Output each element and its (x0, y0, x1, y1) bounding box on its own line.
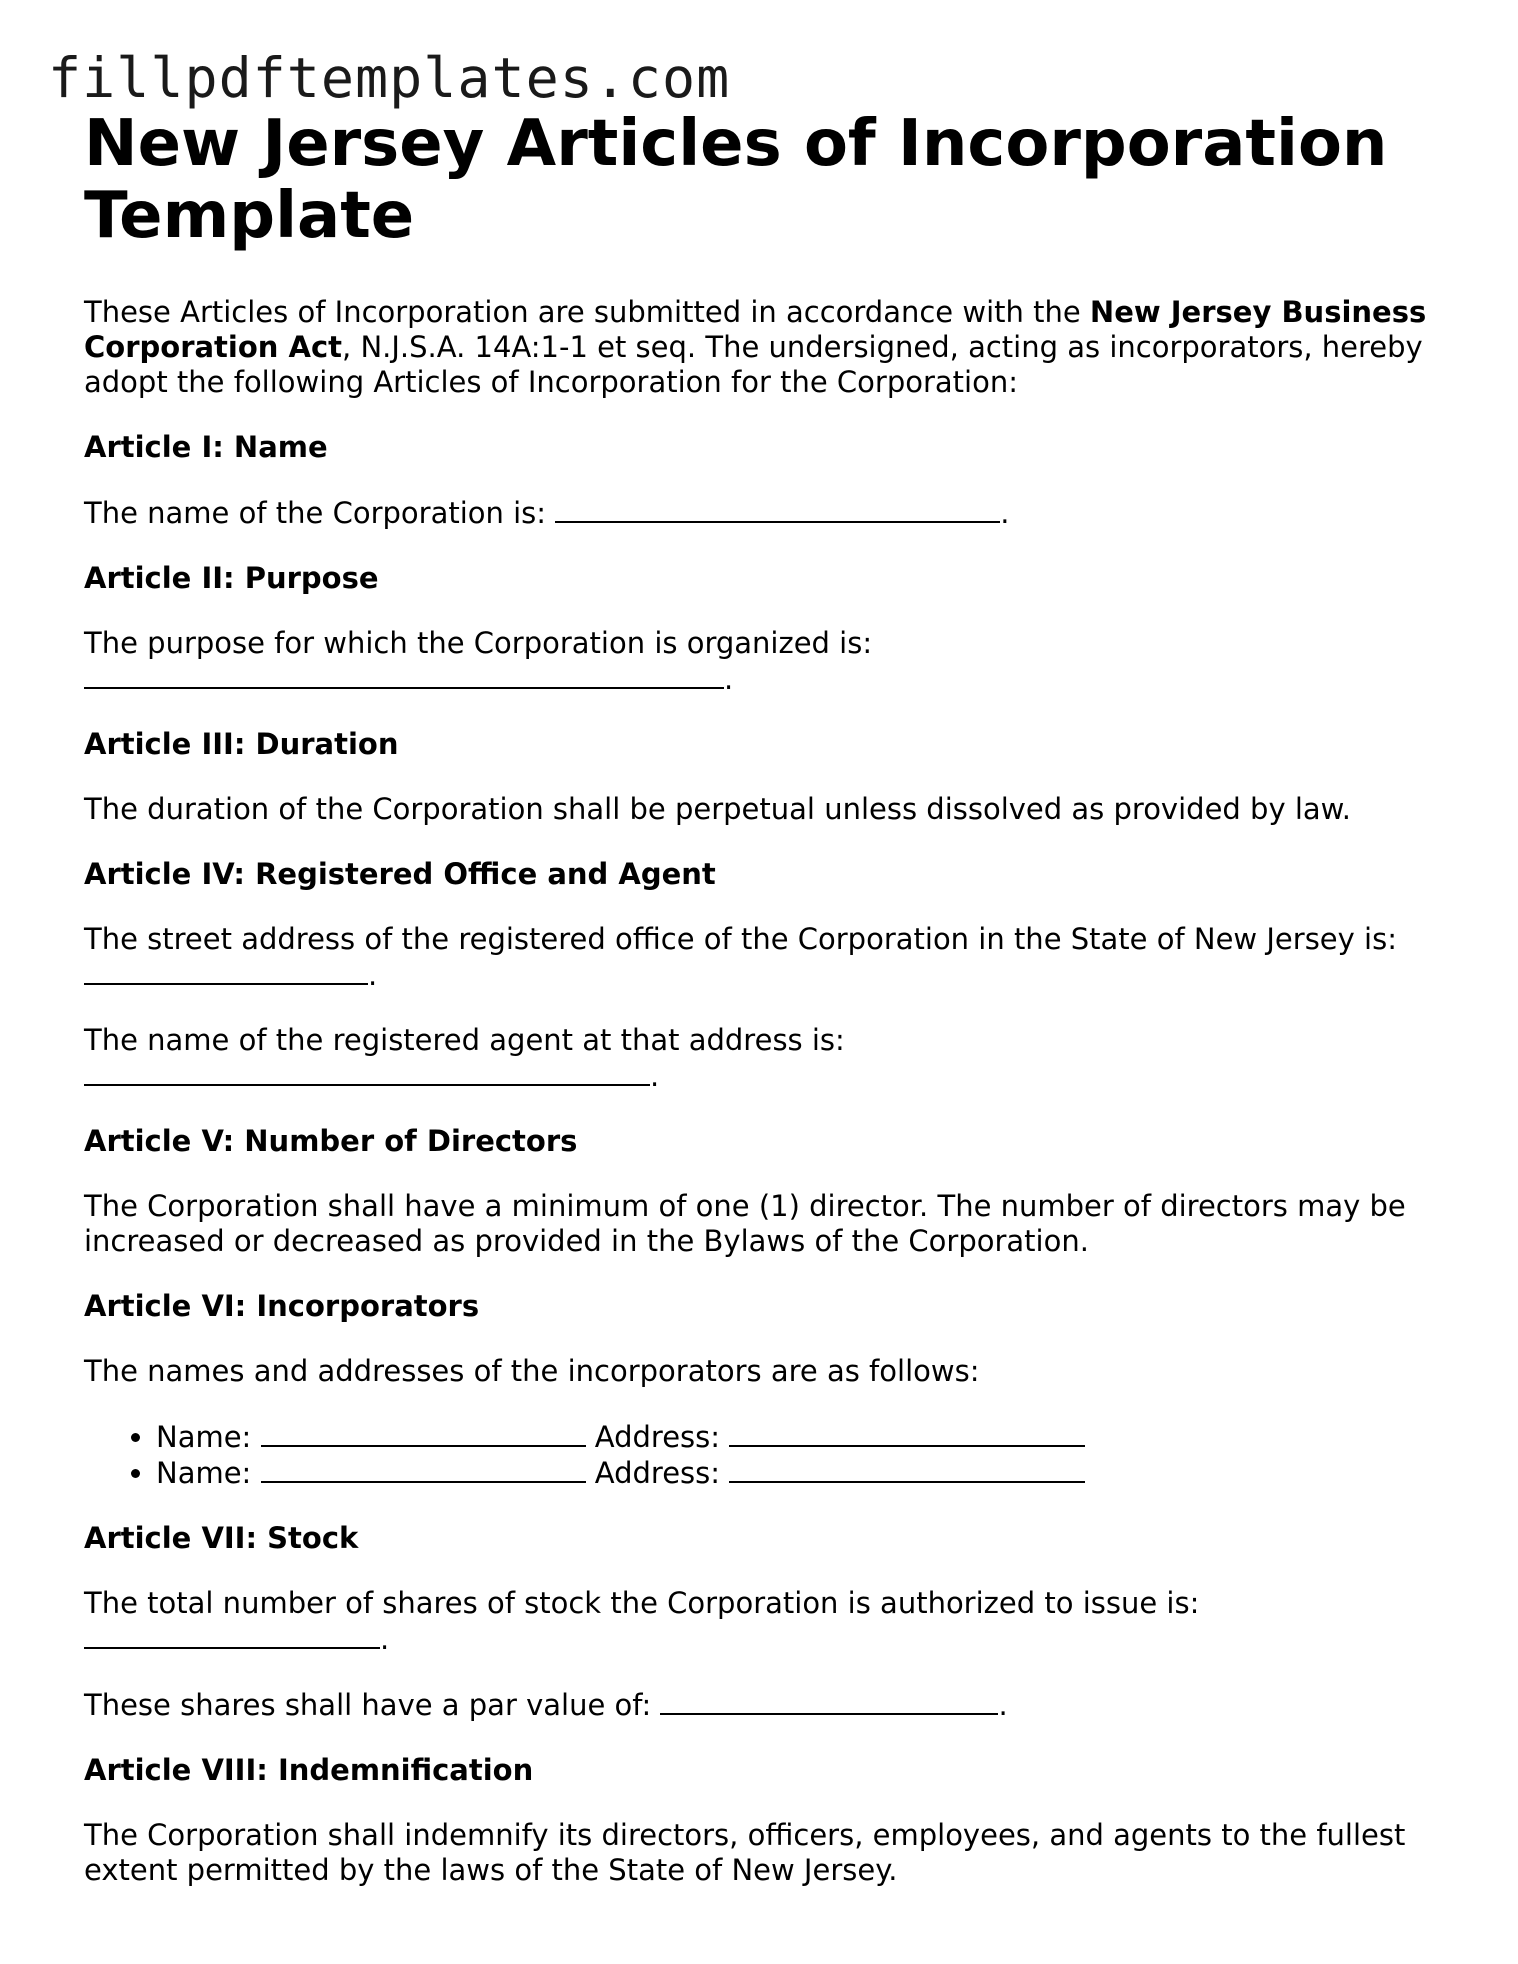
period: . (650, 1059, 660, 1093)
article-8-heading: Article VIII: Indemnification (84, 1753, 534, 1787)
par-label: These shares shall have a par value of: (84, 1688, 661, 1722)
authorized-shares-blank[interactable] (84, 1621, 380, 1649)
article-6-heading: Article VI: Incorporators (84, 1289, 480, 1323)
registered-office-blank[interactable] (84, 957, 368, 985)
incorporator-2-name-blank[interactable] (261, 1455, 586, 1483)
article-3-heading: Article III: Duration (84, 727, 399, 761)
period: . (380, 1622, 390, 1656)
article-4-office-text (84, 922, 1444, 993)
incorporator-2-address-blank[interactable] (729, 1455, 1085, 1483)
period: . (368, 958, 378, 992)
document-body (84, 108, 1444, 1888)
article-2-label: The purpose for which the Corporation is organized is: (84, 626, 873, 660)
incorporators-list (84, 1419, 1444, 1491)
period: . (998, 1688, 1008, 1722)
period: . (1000, 496, 1010, 530)
article-2-text (84, 626, 1444, 697)
intro-act: New Jersey Business Corporation Act (84, 295, 1427, 364)
address-label: Address: (594, 1456, 730, 1490)
corporation-name-blank[interactable] (555, 495, 1000, 523)
article-1-heading: Article I: Name (84, 430, 328, 464)
incorporator-1-name-blank[interactable] (261, 1419, 586, 1447)
period: . (724, 662, 734, 696)
page-title: New Jersey Articles of Incorporation Template (84, 107, 1388, 253)
list-item (156, 1455, 1444, 1491)
article-4-heading: Article IV: Registered Office and Agent (84, 857, 716, 891)
intro-paragraph (84, 295, 1444, 400)
article-8-text: The Corporation shall indemnify its directors, officers, employees, and agents to the fullest extent permitted by the laws of the State of New Jersey. (84, 1818, 1406, 1887)
watermark: fillpdftemplates.com (48, 46, 731, 110)
office-label: The street address of the registered office of the Corporation in the State of New Jersey is: (84, 922, 1397, 956)
article-4-agent-text (84, 1023, 1444, 1094)
registered-agent-blank[interactable] (84, 1058, 650, 1086)
intro-prefix: These Articles of Incorporation are submitted in accordance with the (84, 295, 1090, 329)
incorporator-1-address-blank[interactable] (729, 1419, 1085, 1447)
article-2-heading: Article II: Purpose (84, 561, 379, 595)
article-7-heading: Article VII: Stock (84, 1521, 359, 1555)
article-3-text: The duration of the Corporation shall be perpetual unless dissolved as provided by law. (84, 792, 1351, 826)
list-item (156, 1419, 1444, 1455)
article-5-heading: Article V: Number of Directors (84, 1124, 578, 1158)
article-5-text: The Corporation shall have a minimum of one (1) director. The number of directors may be increased or decreased as provided in the Bylaws of the Corporation. (84, 1189, 1406, 1258)
intro-suffix: , N.J.S.A. 14A:1-1 et seq. The undersigned, acting as incorporators, hereby adopt the following Articles of Incorporation for the Corporation: (84, 330, 1423, 399)
article-7-par-text (84, 1687, 1444, 1723)
article-6-text: The names and addresses of the incorporators are as follows: (84, 1354, 980, 1388)
shares-label: The total number of shares of stock the Corporation is authorized to issue is: (84, 1586, 1200, 1620)
agent-label: The name of the registered agent at that address is: (84, 1023, 845, 1057)
article-1-label: The name of the Corporation is: (84, 496, 556, 530)
name-label: Name: (156, 1456, 261, 1490)
par-value-blank[interactable] (660, 1687, 998, 1715)
address-label: Address: (594, 1420, 730, 1454)
article-1-text (84, 495, 1444, 531)
article-7-shares-text (84, 1586, 1444, 1657)
name-label: Name: (156, 1420, 261, 1454)
purpose-blank[interactable] (84, 661, 724, 689)
